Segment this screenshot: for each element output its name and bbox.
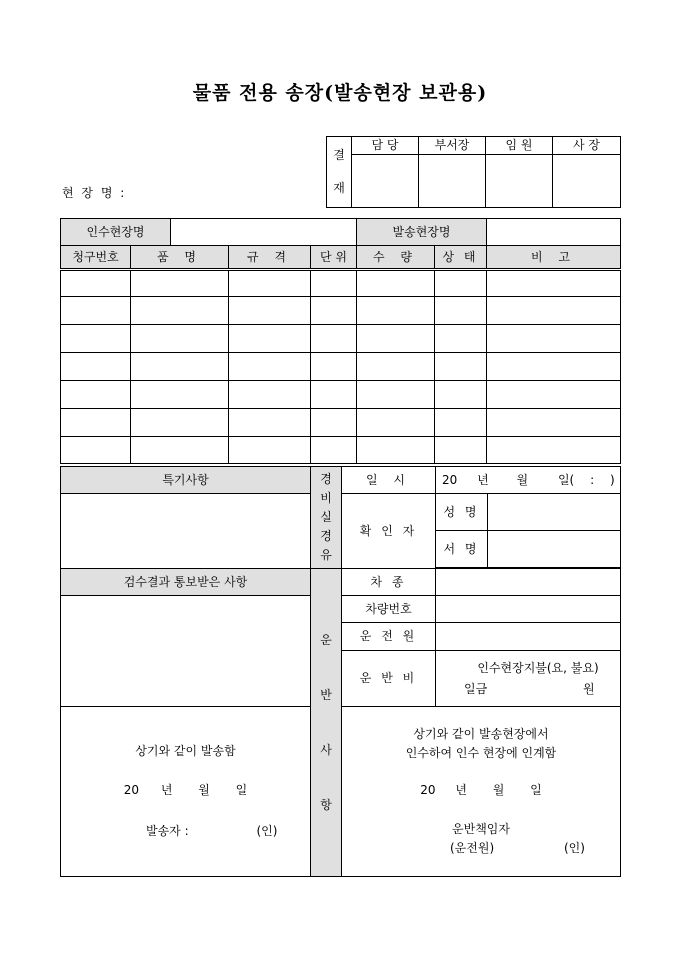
transport-cost-line2 [436, 682, 620, 697]
table-cell[interactable] [435, 381, 487, 409]
send-site-label: 발송현장명 [357, 219, 487, 246]
sender-date-year-label: 년 [160, 783, 173, 797]
receiver-date-year-label: 년 [455, 783, 467, 797]
table-cell[interactable] [131, 270, 229, 297]
table-row [61, 381, 621, 409]
table-row [61, 270, 621, 297]
table-cell[interactable] [357, 409, 435, 437]
sender-date-year: 20 [123, 783, 139, 797]
table-cell[interactable] [131, 409, 229, 437]
table-cell[interactable] [311, 325, 357, 353]
inspection-label: 검수결과 통보받은 사항 [61, 569, 311, 596]
receiver-date-month-label: 월 [492, 783, 505, 797]
table-cell[interactable] [131, 437, 229, 464]
transport-side-char: 항 [320, 797, 332, 812]
table-cell[interactable] [357, 381, 435, 409]
table-cell[interactable] [61, 270, 131, 297]
site-name-label: 현 장 명 : [62, 186, 127, 200]
table-cell[interactable] [357, 353, 435, 381]
driver-label: 운 전 원 [342, 623, 436, 651]
sender-seal: (인) [256, 824, 278, 838]
table-cell[interactable] [487, 409, 621, 437]
table-cell[interactable] [311, 297, 357, 325]
date-day-label: 일( [557, 472, 575, 487]
remarks-field[interactable] [61, 494, 311, 569]
car-number-label: 차량번호 [342, 596, 436, 623]
items-table [60, 218, 621, 464]
approval-col-executive: 임 원 [486, 137, 553, 155]
table-cell[interactable] [311, 437, 357, 464]
transport-side-char: 반 [320, 687, 332, 702]
approval-col-president: 사 장 [553, 137, 621, 155]
confirmer-name-label: 성 명 [436, 494, 488, 531]
transport-cost-field[interactable] [436, 651, 621, 707]
table-cell[interactable] [311, 270, 357, 297]
cost-amount-label: 일금 [464, 681, 488, 696]
transport-side-char: 사 [320, 742, 332, 757]
col-status: 상 태 [435, 246, 487, 270]
table-cell[interactable] [435, 270, 487, 297]
approval-sign-charge[interactable] [352, 155, 419, 208]
receiver-block [342, 707, 621, 877]
receive-site-label: 인수현장명 [61, 219, 171, 246]
transport-side [311, 569, 342, 877]
receive-site-field[interactable] [171, 219, 357, 246]
col-note: 비 고 [487, 246, 621, 270]
table-cell[interactable] [229, 437, 311, 464]
route-side-char: 유 [320, 548, 332, 562]
date-label: 일 시 [342, 467, 436, 494]
approval-col-charge: 담 당 [352, 137, 419, 155]
table-cell[interactable] [311, 381, 357, 409]
table-cell[interactable] [229, 325, 311, 353]
table-cell[interactable] [487, 325, 621, 353]
table-cell[interactable] [357, 437, 435, 464]
sender-date [61, 783, 310, 798]
col-item-name: 품 명 [131, 246, 229, 270]
date-month-label: 월 [516, 472, 529, 487]
table-cell[interactable] [357, 270, 435, 297]
table-cell[interactable] [61, 353, 131, 381]
confirmer-sign-label: 서 명 [436, 531, 488, 568]
route-side [311, 467, 342, 569]
receiver-driver-line [342, 841, 620, 856]
table-cell[interactable] [229, 270, 311, 297]
car-type-field[interactable] [436, 569, 621, 596]
table-row [61, 353, 621, 381]
date-year: 20 [442, 472, 458, 487]
date-time-sep: : [590, 472, 595, 487]
receiver-statement-2: 인수하여 인수 현장에 인계함 [405, 746, 557, 760]
table-cell[interactable] [229, 381, 311, 409]
approval-col-manager: 부서장 [419, 137, 486, 155]
table-cell[interactable] [487, 437, 621, 464]
receiver-driver-label: (운전원) [450, 841, 495, 855]
approval-side [327, 137, 352, 208]
approval-side-top: 결 [333, 148, 345, 162]
table-cell[interactable] [435, 325, 487, 353]
confirmer-name-field[interactable] [488, 494, 621, 531]
receiver-date [342, 783, 620, 798]
col-spec: 규 격 [229, 246, 311, 270]
sender-line [61, 824, 310, 839]
transport-cost-label: 운 반 비 [342, 651, 436, 707]
send-site-field[interactable] [487, 219, 621, 246]
receiver-statement-1: 상기와 같이 발송현장에서 [413, 727, 549, 741]
route-side-char: 경 [320, 472, 332, 486]
page-title: 물품 전용 송장(발송현장 보관용) [192, 82, 488, 104]
table-cell[interactable] [229, 409, 311, 437]
cost-unit-label: 원 [583, 681, 595, 696]
table-cell[interactable] [487, 297, 621, 325]
approval-side-bottom: 재 [333, 181, 345, 195]
table-cell[interactable] [61, 381, 131, 409]
approval-sign-executive[interactable] [486, 155, 553, 208]
receiver-date-year: 20 [420, 783, 436, 797]
transport-responsible: 운반책임자 [452, 822, 510, 836]
table-cell[interactable] [357, 325, 435, 353]
bottom-section [60, 466, 621, 877]
driver-field[interactable] [436, 623, 621, 651]
date-close: ) [609, 472, 615, 487]
remarks-label: 특기사항 [61, 467, 311, 494]
transport-side-char: 운 [320, 632, 332, 647]
table-row [61, 437, 621, 464]
approval-box [326, 136, 621, 208]
table-cell[interactable] [435, 437, 487, 464]
approval-sign-president[interactable] [553, 155, 621, 208]
sender-date-month-label: 월 [198, 783, 210, 797]
approval-sign-manager[interactable] [419, 155, 486, 208]
table-cell[interactable] [357, 297, 435, 325]
date-year-label: 년 [477, 472, 489, 487]
receiver-date-day-label: 일 [530, 783, 542, 797]
sender-statement: 상기와 같이 발송함 [135, 744, 236, 758]
table-cell[interactable] [131, 325, 229, 353]
table-cell[interactable] [435, 409, 487, 437]
route-side-char: 비 [320, 491, 332, 505]
sender-block [61, 707, 311, 877]
receiver-seal: (인) [563, 841, 585, 855]
sender-label: 발송자 : [146, 824, 189, 838]
table-cell[interactable] [229, 297, 311, 325]
table-row [61, 409, 621, 437]
confirmer-label: 확 인 자 [342, 494, 436, 569]
table-row [61, 297, 621, 325]
table-cell[interactable] [487, 353, 621, 381]
table-cell[interactable] [131, 381, 229, 409]
table-cell[interactable] [61, 437, 131, 464]
table-cell[interactable] [229, 353, 311, 381]
sender-date-day-label: 일 [235, 783, 248, 797]
table-cell[interactable] [311, 409, 357, 437]
table-cell[interactable] [61, 325, 131, 353]
table-cell[interactable] [487, 381, 621, 409]
table-cell[interactable] [131, 353, 229, 381]
inspection-field[interactable] [61, 596, 311, 707]
table-cell[interactable] [61, 297, 131, 325]
col-quantity: 수 량 [357, 246, 435, 270]
route-side-char: 경 [320, 529, 332, 543]
table-cell[interactable] [61, 409, 131, 437]
table-cell[interactable] [131, 297, 229, 325]
col-unit: 단 위 [311, 246, 357, 270]
route-side-char: 실 [320, 510, 332, 524]
table-cell[interactable] [435, 353, 487, 381]
table-cell[interactable] [487, 270, 621, 297]
table-row [61, 325, 621, 353]
date-field[interactable] [436, 467, 621, 494]
car-number-field[interactable] [436, 596, 621, 623]
car-type-label: 차 종 [342, 569, 436, 596]
table-cell[interactable] [435, 297, 487, 325]
col-request-no: 청구번호 [61, 246, 131, 270]
confirmer-sign-field[interactable] [488, 531, 621, 568]
transport-cost-line1: 인수현장지불(요, 불요) [477, 660, 599, 675]
table-cell[interactable] [311, 353, 357, 381]
